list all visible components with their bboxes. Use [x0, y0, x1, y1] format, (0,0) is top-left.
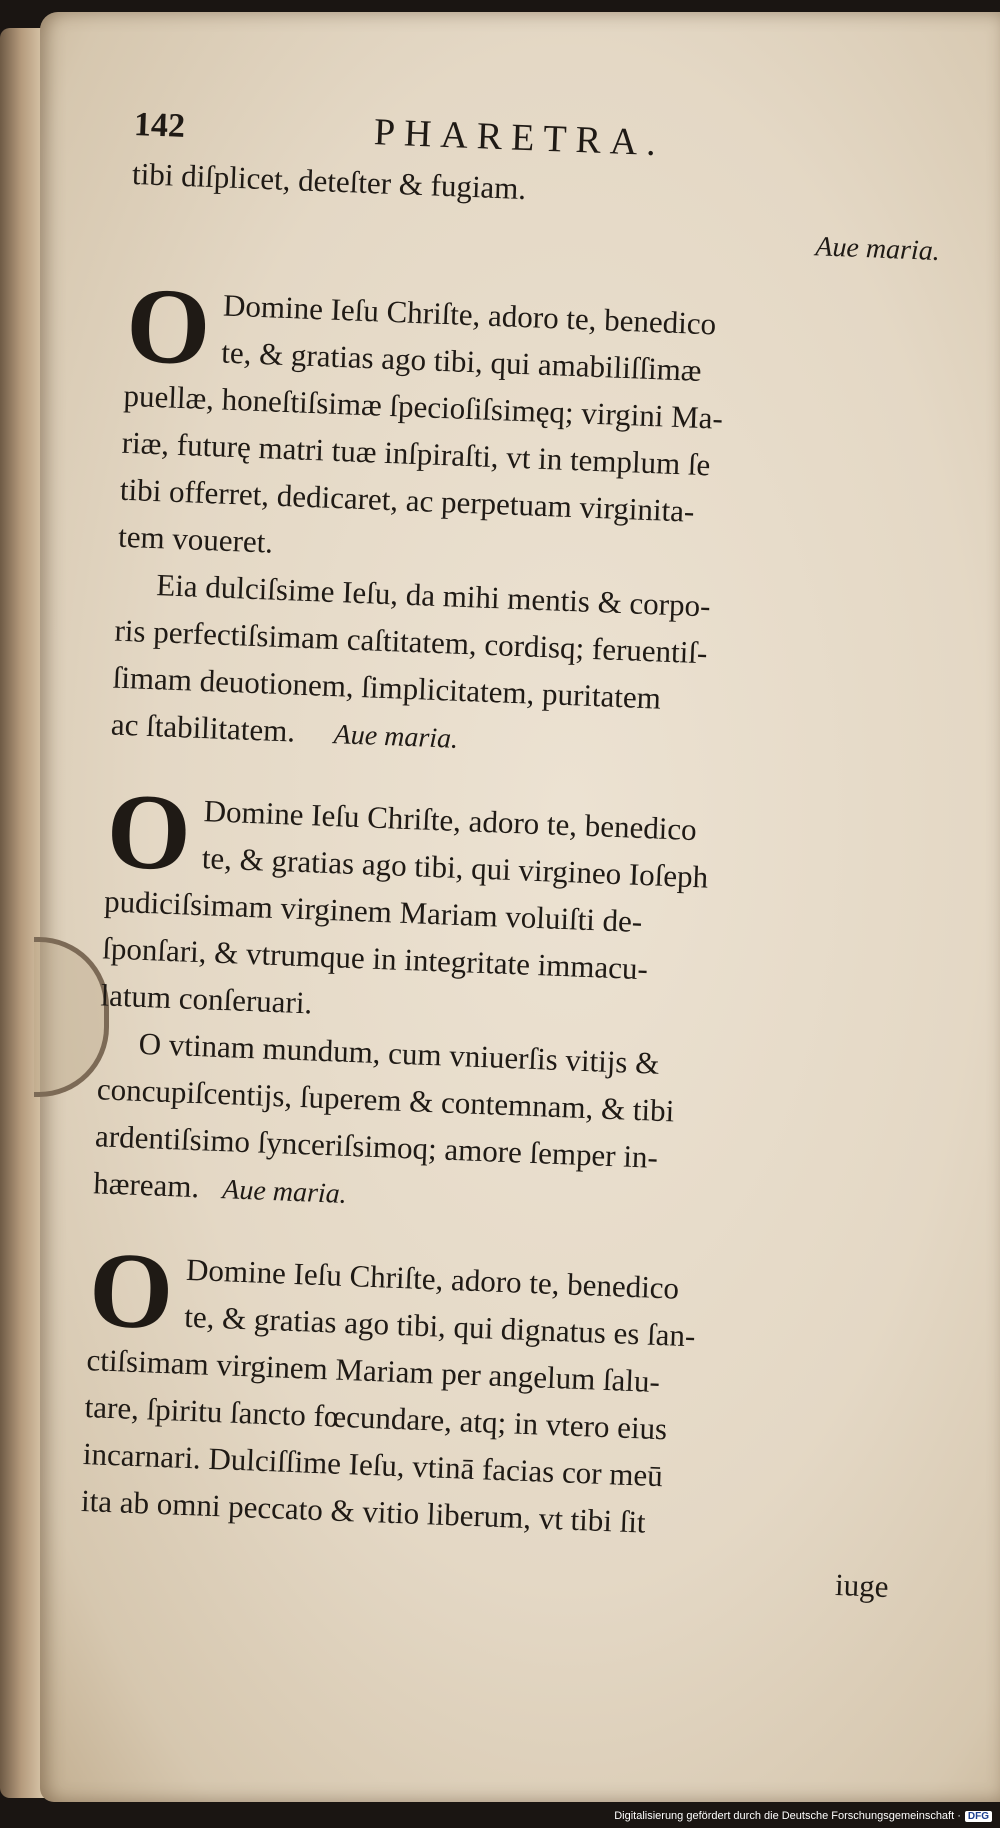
- prayer-line: tibi offerret, dedicaret, ac perpetuam virginita-: [119, 471, 695, 529]
- prayer-line: ita ab omni peccato & vitio liberum, vt tibi ſit: [80, 1482, 647, 1540]
- prayer-line: riæ, futurę matri tuæ inſpiraſti, vt in templum ſe: [121, 424, 712, 483]
- prayer-1: [110, 265, 967, 782]
- prayer-line: ctiſsimam virginem Mariam per angelum ſalu-: [85, 1342, 661, 1400]
- prayer-line: Domine Ieſu Chriſte, adoro te, benedico: [222, 287, 717, 342]
- prayer-3: [80, 1230, 930, 1556]
- petition-line: ſimam deuotionem, ſimplicitatem, puritatem: [112, 659, 662, 716]
- fragment-closing: Aue maria.: [814, 231, 941, 267]
- drop-capital: O: [104, 771, 194, 894]
- prayer-closing: Aue maria.: [221, 1174, 348, 1210]
- prayer-closing: Aue maria.: [333, 719, 459, 755]
- prayer-2: [92, 771, 948, 1240]
- prayer-line: latum conſeruari.: [99, 977, 313, 1021]
- drop-capital: O: [124, 265, 213, 389]
- petition-line: ris perfectiſsimam caſtitatem, cordisq; feruentiſ-: [113, 612, 708, 671]
- petition-end: hæream.: [92, 1165, 200, 1205]
- petition-line: O vtinam mundum, cum vniuerſis vitijs &: [138, 1025, 661, 1081]
- funding-credit: Digitalisierung gefördert durch die Deutsche Forschungsgemeinschaft ·: [614, 1810, 961, 1822]
- page-text: [78, 100, 974, 1611]
- prayer-line: tare, ſpiritu ſancto fœcundare, atq; in vtero eius: [84, 1389, 668, 1447]
- prayer-line: Domine Ieſu Chriſte, adoro te, benedico: [203, 793, 698, 848]
- fragment-line: tibi diſplicet, deteſter & fugiam.: [131, 155, 527, 207]
- petition-line: concupiſcentijs, ſuperem & contemnam, & tibi: [96, 1071, 675, 1129]
- petition-line: Eia dulciſsime Ieſu, da mihi mentis & corpo-: [155, 567, 712, 624]
- drop-capital: O: [87, 1230, 176, 1353]
- dfg-logo: DFG: [965, 1811, 992, 1822]
- catchword: iuge: [834, 1566, 890, 1605]
- petition-line: ardentiſsimo ſynceriſsimoq; amore ſemper in-: [94, 1118, 659, 1175]
- prayer-line: te, & gratias ago tibi, qui virgineo Ioſeph: [201, 840, 709, 895]
- petition-end: ac ſtabilitatem.: [110, 706, 296, 749]
- page-number: 142: [133, 105, 186, 145]
- prayer-line: puellæ, honeſtiſsimæ ſpecioſiſsimęq; virgini Ma-: [122, 377, 724, 436]
- running-title: PHARETRA.: [373, 111, 666, 165]
- prayer-line: incarnari. Dulciſſime Ieſu, vtinā facias cor meū: [82, 1436, 664, 1494]
- prayer-line: tem voueret.: [117, 518, 274, 560]
- prayer-line: te, & gratias ago tibi, qui amabiliſſimæ: [220, 334, 703, 388]
- digitization-footer: [614, 1810, 992, 1822]
- prayer-line: pudiciſsimam virginem Mariam voluiſti de-: [103, 883, 643, 940]
- prayer-line: te, & gratias ago tibi, qui dignatus es ſan-: [183, 1298, 697, 1354]
- prayer-line: ſponſari, & vtrumque in integritate immacu-: [101, 930, 649, 987]
- prayer-line: Domine Ieſu Chriſte, adoro te, benedico: [185, 1251, 680, 1306]
